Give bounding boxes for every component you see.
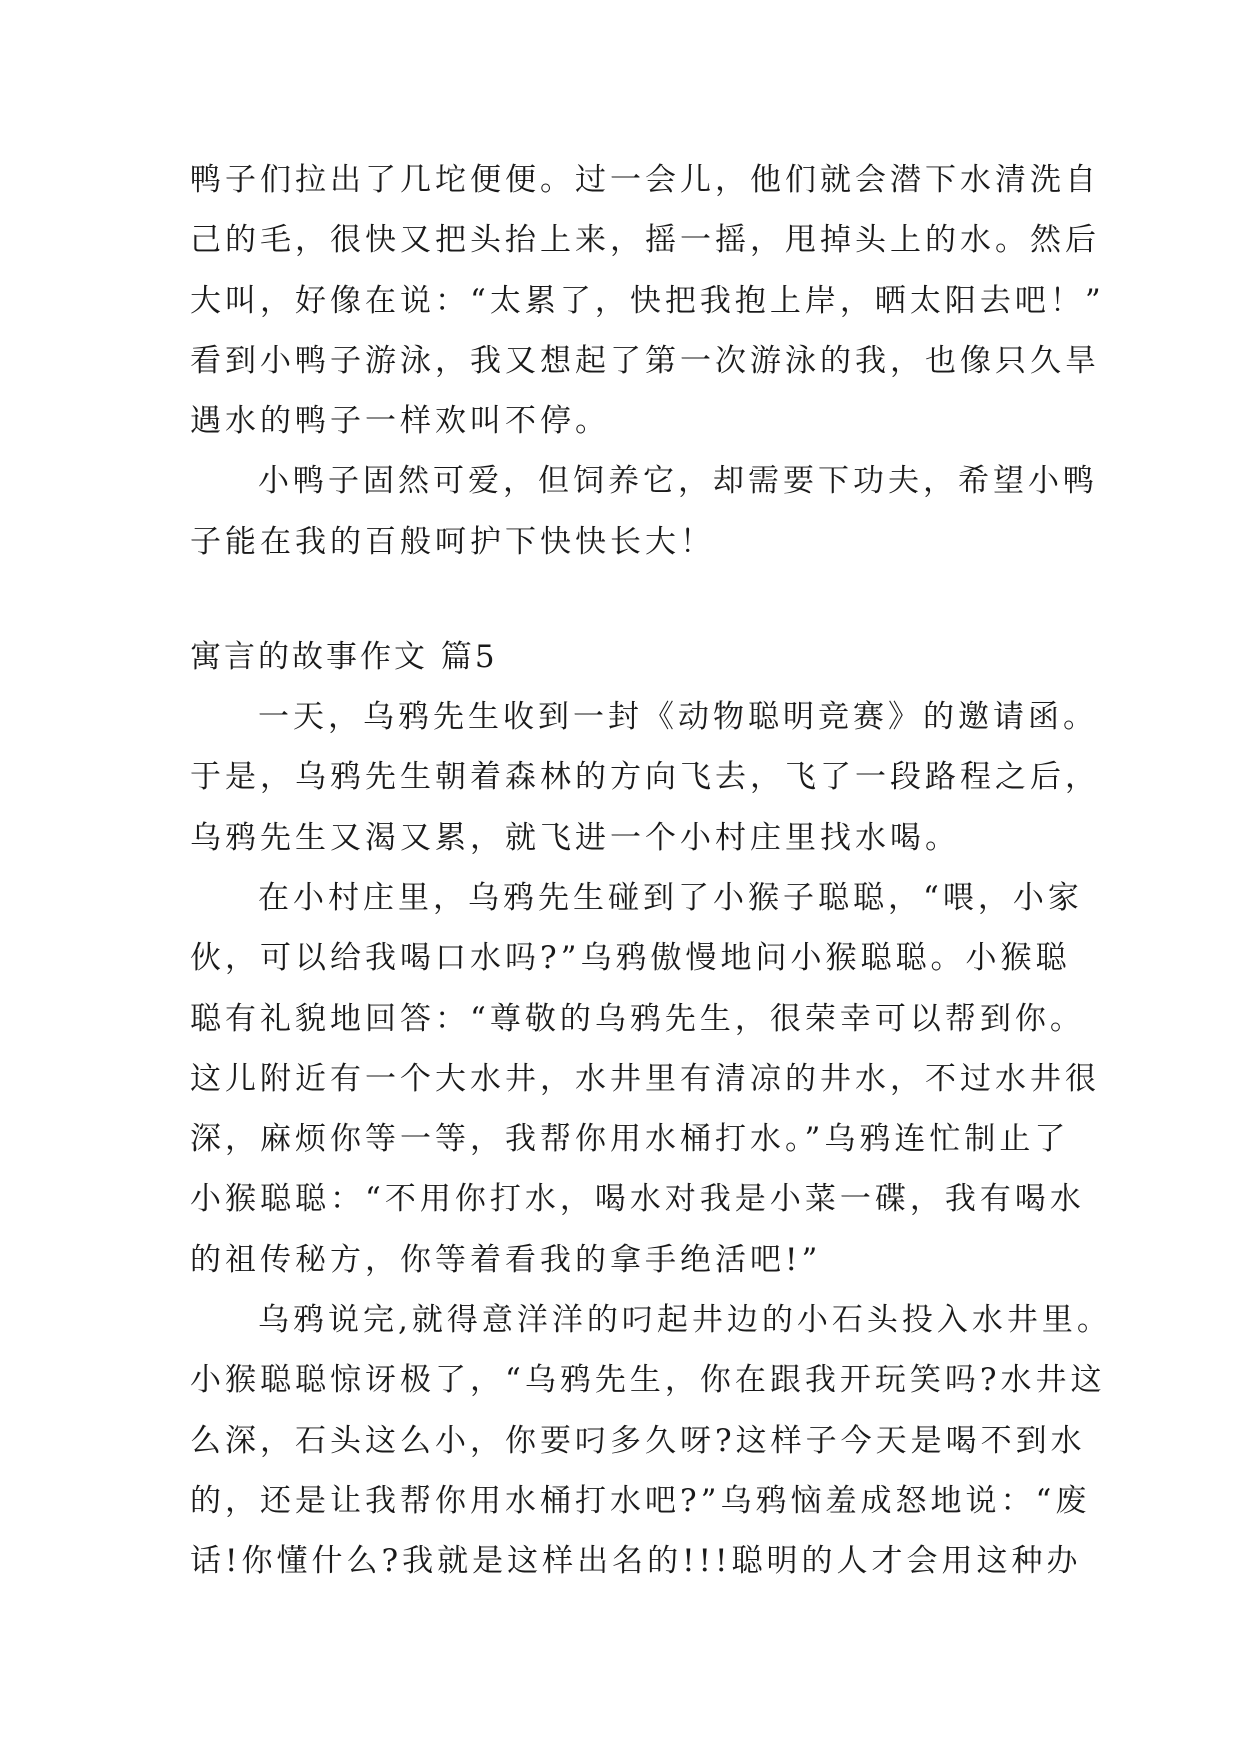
story-paragraph-1 (190, 687, 1100, 868)
text-line: 小猴聪聪惊讶极了，“乌鸦先生，你在跟我开玩笑吗?水井这 (190, 1362, 1106, 1399)
text-line: 鸭子们拉出了几坨便便。过一会儿，他们就会潜下水清洗自 (190, 162, 1100, 198)
text-line: 遇水的鸭子一样欢叫不停。 (190, 403, 610, 440)
text-line: 话!你懂什么?我就是这样出名的!!!聪明的人才会用这种办 (190, 1543, 1082, 1580)
conclusion-paragraph (190, 451, 1098, 572)
story-paragraph-2 (190, 868, 1100, 1290)
text-line: 一天，乌鸦先生收到一封《动物聪明竞赛》的邀请函。 (258, 699, 1098, 736)
text-line: 深，麻烦你等一等，我帮你用水桶打水。”乌鸦连忙制止了 (190, 1121, 1070, 1158)
text-line: 的祖传秘方，你等着看我的拿手绝活吧!” (190, 1241, 822, 1278)
text-line: 于是，乌鸦先生朝着森林的方向飞去，飞了一段路程之后， (190, 759, 1100, 796)
text-line: 这儿附近有一个大水井，水井里有清凉的井水，不过水井很 (190, 1060, 1100, 1097)
text-line: 么深，石头这么小，你要叼多久呀?这样子今天是喝不到水 (190, 1422, 1086, 1459)
text-line: 伙，可以给我喝口水吗?”乌鸦傲慢地问小猴聪聪。小猴聪 (190, 940, 1071, 977)
text-line: 乌鸦说完,就得意洋洋的叼起井边的小石头投入水井里。 (258, 1302, 1112, 1339)
story-paragraph-3 (190, 1290, 1112, 1591)
text-line: 己的毛，很快又把头抬上来，摇一摇，甩掉头上的水。然后 (190, 222, 1100, 259)
text-line: 子能在我的百般呵护下快快长大！ (190, 523, 715, 560)
text-line: 的，还是让我帮你用水桶打水吧?”乌鸦恼羞成怒地说：“废 (190, 1482, 1091, 1519)
text-line: 看到小鸭子游泳，我又想起了第一次游泳的我，也像只久旱 (190, 342, 1100, 379)
text-line: 在小村庄里，乌鸦先生碰到了小猴子聪聪，“喂，小家 (258, 879, 1083, 916)
text-line: 聪有礼貌地回答：“尊敬的乌鸦先生，很荣幸可以帮到你。 (190, 1000, 1085, 1037)
document-body (190, 150, 1112, 1592)
fragment-paragraph (190, 150, 1105, 451)
text-line: 小猴聪聪：“不用你打水，喝水对我是小菜一碟，我有喝水 (190, 1181, 1085, 1218)
section-title: 寓言的故事作文 篇5 (190, 639, 498, 676)
text-line: 小鸭子固然可爱，但饲养它，却需要下功夫，希望小鸭 (258, 463, 1098, 500)
text-line: 大叫，好像在说：“太累了，快把我抱上岸，晒太阳去吧！” (190, 282, 1105, 319)
text-line: 乌鸦先生又渴又累，就飞进一个小村庄里找水喝。 (190, 819, 960, 856)
section-gap (190, 572, 1070, 627)
